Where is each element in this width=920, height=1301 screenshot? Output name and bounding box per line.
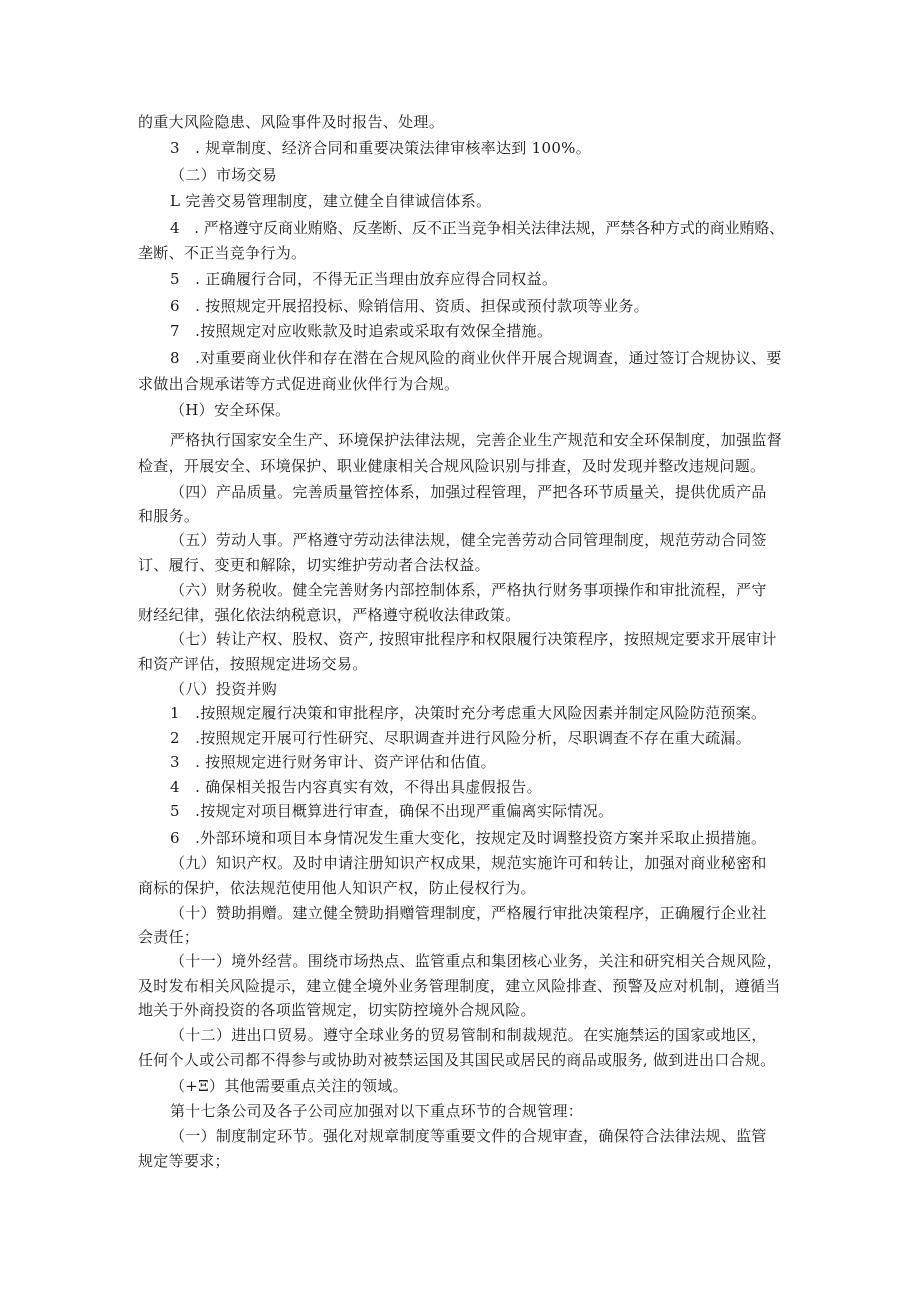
text-line: 严格执行国家安全生产、环境保护法律法规，完善企业生产规范和安全环保制度，加强监督: [170, 431, 783, 449]
text-line: 及时发布相关风险提示，建立健全境外业务管理制度，建立风险排查、预警及应对机制，遵循当: [138, 977, 781, 995]
text-line: 2 .按照规定开展可行性研究、尽职调查并进行风险分析，尽职调查不存在重大疏漏。: [170, 729, 752, 747]
text-line: L 完善交易管理制度，建立健全自律诚信体系。: [170, 192, 492, 210]
text-line: 规定等要求；: [138, 1152, 230, 1170]
text-line: 3 . 规章制度、经济合同和重要决策法律审核率达到 100%。: [170, 139, 592, 157]
text-line: （四）产品质量。完善质量管控体系，加强过程管理，严把各环节质量关，提供优质产品: [170, 483, 767, 501]
text-line: （+Ξ）其他需要重点关注的领域。: [170, 1077, 408, 1095]
text-line: （五）劳动人事。严格遵守劳动法律法规，健全完善劳动合同管理制度，规范劳动合同签: [170, 531, 767, 549]
text-line: 1 .按照规定履行决策和审批程序，决策时充分考虑重大风险因素并制定风险防范预案。: [170, 704, 767, 722]
text-line: 6 .外部环境和项目本身情况发生重大变化，按规定及时调整投资方案并采取止损措施。: [170, 829, 767, 847]
text-line: （H）安全环保。: [170, 401, 291, 419]
text-line: （二）市场交易: [170, 166, 278, 184]
text-line: 地关于外商投资的各项监管规定，切实防控境外合规风险。: [138, 1001, 536, 1019]
text-line: 求做出合规承诺等方式促进商业伙伴行为合规。: [138, 375, 460, 393]
text-line: 5 . 正确履行合同，不得无正当理由放弃应得合同权益。: [170, 270, 558, 288]
text-line: （七）转让产权、股权、资产, 按照审批程序和权限履行决策程序，按照规定要求开展审计: [170, 630, 777, 648]
text-line: 5 .按规定对项目概算进行审查，确保不出现严重偏离实际情况。: [170, 802, 614, 820]
text-line: 商标的保护，依法规范使用他人知识产权，防止侵权行为。: [138, 879, 536, 897]
text-line: 和资产评估，按照规定进场交易。: [138, 655, 368, 673]
text-line: 3 . 按照规定进行财务审计、资产评估和估值。: [170, 753, 496, 771]
text-line: 第十七条公司及各子公司应加强对以下重点环节的合规管理：: [170, 1102, 584, 1120]
text-line: 财经纪律，强化依法纳税意识，严格遵守税收法律政策。: [138, 606, 521, 624]
text-line: 8 .对重要商业伙伴和存在潜在合规风险的商业伙伴开展合规调查，通过签订合规协议、要: [170, 349, 782, 367]
text-line: 4 . 确保相关报告内容真实有效，不得出具虚假报告。: [170, 778, 542, 796]
text-line: （十一）境外经营。围绕市场热点、监管重点和集团核心业务，关注和研究相关合规风险，: [170, 952, 783, 970]
text-line: （十二）进出口贸易。遵守全球业务的贸易管制和制裁规范。在实施禁运的国家或地区，: [170, 1026, 767, 1044]
text-line: （一）制度制定环节。强化对规章制度等重要文件的合规审查，确保符合法律法规、监管: [170, 1127, 767, 1145]
text-line: （十）赞助捐赠。建立健全赞助捐赠管理制度，严格履行审批决策程序，正确履行企业社: [170, 904, 767, 922]
text-line: （六）财务税收。健全完善财务内部控制体系，严格执行财务事项操作和审批流程，严守: [170, 581, 767, 599]
text-line: 任何个人或公司都不得参与或协助对被禁运国及其国民或居民的商品或服务, 做到进出口合规。: [138, 1051, 776, 1069]
text-line: 订、履行、变更和解除，切实维护劳动者合法权益。: [138, 556, 490, 574]
text-line: 6 . 按照规定开展招投标、赊销信用、资质、担保或预付款项等业务。: [170, 297, 649, 315]
text-line: 4 . 严格遵守反商业贿赂、反垄断、反不正当竞争相关法律法规，严禁各种方式的商业贿赂、: [170, 219, 784, 237]
text-line: 垄断、不正当竞争行为。: [138, 244, 307, 262]
text-line: 和服务。: [138, 507, 200, 525]
text-line: （九）知识产权。及时申请注册知识产权成果，规范实施许可和转让，加强对商业秘密和: [170, 854, 767, 872]
text-line: 检查，开展安全、环境保护、职业健康相关合规风险识别与排查，及时发现并整改违规问题。: [138, 457, 766, 475]
text-line: （八）投资并购: [170, 680, 278, 698]
text-line: 的重大风险隐患、风险事件及时报告、处理。: [138, 113, 445, 131]
text-line: 会责任；: [138, 928, 200, 946]
text-line: 7 .按照规定对应收账款及时追索或采取有效保全措施。: [170, 322, 553, 340]
